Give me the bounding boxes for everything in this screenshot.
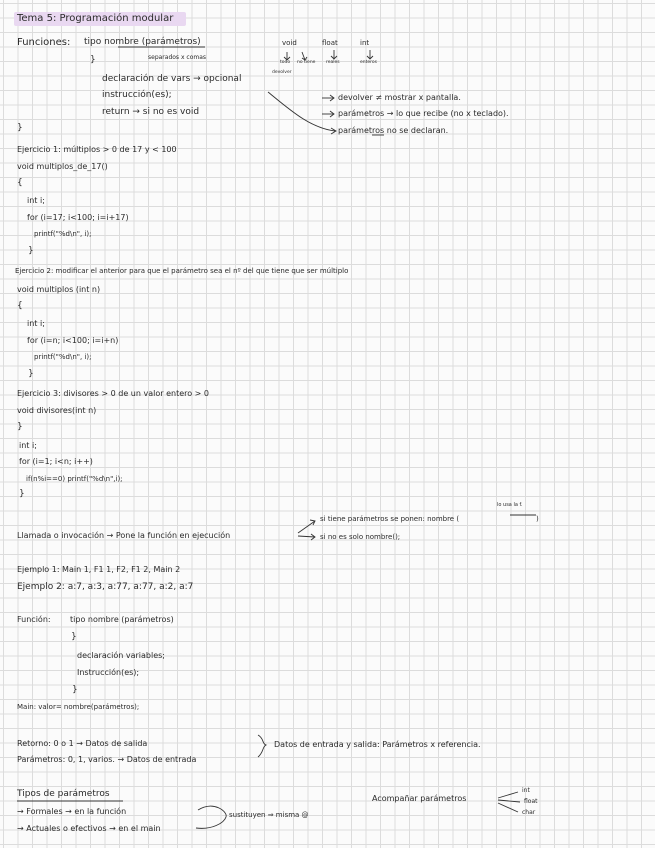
funcion2-label: Función: <box>17 615 51 624</box>
retorno-line1: Retorno: 0 o 1 → Datos de salida <box>17 739 148 748</box>
funciones-return: return → si no es void <box>102 107 200 117</box>
note-parametros-recibe: parámetros → lo que recibe (no x teclado). <box>338 109 509 118</box>
funciones-label: Funciones: <box>17 37 71 48</box>
ej2-code-0: void multiplos (int n) <box>17 285 101 294</box>
tipos-acompanar: Acompañar parámetros <box>372 794 467 803</box>
ej1-code-4: printf("%d\n", i); <box>34 230 92 238</box>
ejemplo-1: Ejemplo 1: Main 1, F1 1, F2, F1 2, Main 2 <box>17 565 181 574</box>
ej2-title: Ejercicio 2: modificar el anterior para que el parámetro sea el nº del que tiene que ser múltiplo <box>15 267 349 275</box>
type-void: void <box>282 39 297 47</box>
ej2-code-1: { <box>17 301 23 311</box>
tipos-int: int <box>522 787 530 794</box>
funciones-close-brace: } <box>17 123 23 133</box>
tipos-title: Tipos de parámetros <box>17 789 110 799</box>
funciones-decl: declaración de vars → opcional <box>102 74 242 84</box>
ej3-code-4: if(n%i==0) printf("%d\n",i); <box>26 475 123 483</box>
type-enteros: enteros <box>360 60 378 65</box>
tipos-actuales: → Actuales o efectivos → en el main <box>17 824 161 833</box>
ej2-code-2: int i; <box>27 319 45 328</box>
funciones-instr: instrucción(es); <box>102 90 172 100</box>
tipos-float: float <box>524 798 538 805</box>
ej1-code-0: void multiplos_de_17() <box>17 162 108 171</box>
funciones-params-note: separados x comas <box>148 54 207 61</box>
note-devolver: devolver ≠ mostrar x pantalla. <box>338 93 461 102</box>
funcion2-open: } <box>71 632 77 642</box>
ej1-title: Ejercicio 1: múltiplos > 0 de 17 y < 100 <box>17 145 177 154</box>
ej1-code-2: int i; <box>27 196 45 205</box>
ej3-code-3: for (i=1; i<n; i++) <box>19 457 93 466</box>
tipos-char: char <box>522 809 536 816</box>
llamada-branch1: si tiene parámetros se ponen: nombre ( <box>320 515 460 523</box>
retorno-line2: Parámetros: 0, 1, varios. → Datos de entrada <box>17 755 197 764</box>
ej3-code-0: void divisores(int n) <box>17 406 97 415</box>
funcion2-close: } <box>72 685 78 695</box>
ej3-title: Ejercicio 3: divisores > 0 de un valor entero > 0 <box>17 389 210 398</box>
ej2-code-4: printf("%d\n", i); <box>34 353 92 361</box>
note-parametros-no-declaran: parámetros no se declaran. <box>338 126 449 135</box>
funciones-open-brace: } <box>90 55 96 65</box>
funcion2-signature: tipo nombre (parámetros) <box>70 615 174 624</box>
ej3-code-5: } <box>19 489 25 499</box>
type-devolver: devolver <box>272 70 292 75</box>
tipos-formales: → Formales → en la función <box>17 807 127 816</box>
type-float: float <box>322 39 338 47</box>
funciones-signature: tipo nombre (parámetros) <box>84 37 201 47</box>
ej1-code-3: for (i=17; i<100; i=i+17) <box>27 213 129 222</box>
type-todo: todo <box>280 60 291 65</box>
funcion2-main: Main: valor= nombre(parámetros); <box>17 703 140 711</box>
llamada-branch1-close: ) <box>536 515 539 523</box>
funcion2-instr: Instrucción(es); <box>77 668 140 677</box>
ej3-code-1: } <box>17 422 23 432</box>
ej2-code-5: } <box>28 369 34 379</box>
ej1-code-1: { <box>17 178 23 188</box>
llamada-branch2: si no es solo nombre(); <box>320 533 401 541</box>
llamada-label: Llamada o invocación → Pone la función en ejecución <box>17 531 231 540</box>
llamada-branch1-note: lo usa la f. <box>497 502 523 508</box>
ej1-code-5: } <box>28 246 34 256</box>
type-int: int <box>360 39 370 47</box>
retorno-note: Datos de entrada y salida: Parámetros x referencia. <box>274 740 481 749</box>
ej3-code-2: int i; <box>19 441 37 450</box>
funcion2-decl: declaración variables; <box>77 651 165 660</box>
type-notiene: no tiene <box>297 60 316 65</box>
ejemplo-2: Ejemplo 2: a:7, a:3, a:77, a:77, a:2, a:7 <box>17 582 194 592</box>
type-reales: reales <box>326 60 340 65</box>
page-title: Tema 5: Programación modular <box>17 13 174 24</box>
ej2-code-3: for (i=n; i<100; i=i+n) <box>27 336 119 345</box>
tipos-sustituyen: sustituyen ⇒ misma @ <box>229 811 309 819</box>
